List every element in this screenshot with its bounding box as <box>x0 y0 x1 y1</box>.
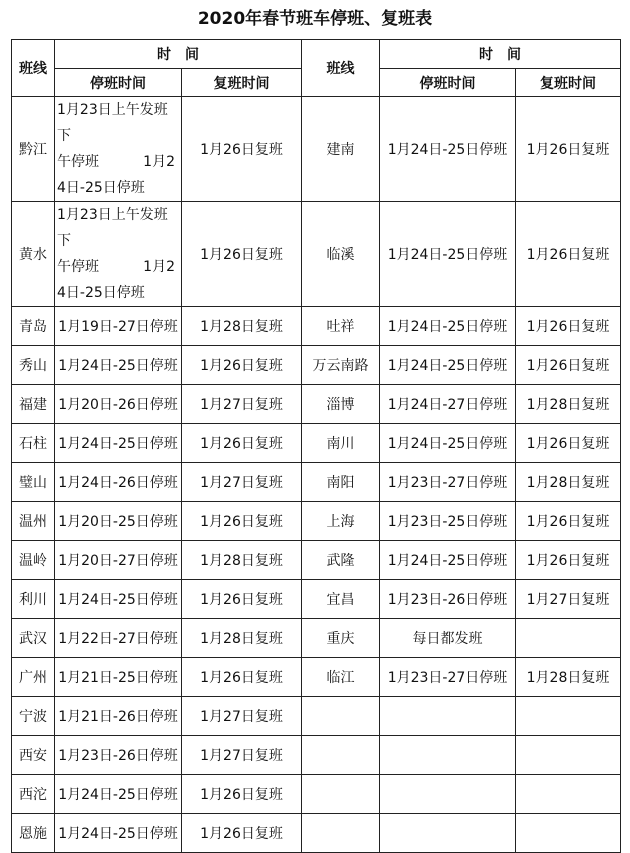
route-cell: 武汉 <box>12 619 55 658</box>
resume-time-cell: 1月26日复班 <box>182 775 302 814</box>
resume-time-cell <box>516 697 621 736</box>
table-row <box>12 658 621 697</box>
stop-line-part: 午停班 <box>57 259 99 275</box>
stop-time-cell: 1月24日-27日停班 <box>380 385 516 424</box>
route-cell: 吐祥 <box>302 307 380 346</box>
route-cell: 温岭 <box>12 541 55 580</box>
route-cell: 青岛 <box>12 307 55 346</box>
stop-line: 4日-25日停班 <box>57 180 145 196</box>
stop-time-cell: 1月24日-25日停班 <box>55 424 182 463</box>
table-row <box>12 307 621 346</box>
route-cell: 西沱 <box>12 775 55 814</box>
stop-header-right: 停班时间 <box>380 69 516 97</box>
stop-time-cell: 1月24日-25日停班 <box>380 346 516 385</box>
table-row <box>12 697 621 736</box>
resume-time-cell: 1月26日复班 <box>182 658 302 697</box>
table-row <box>12 502 621 541</box>
resume-time-cell <box>516 736 621 775</box>
stop-time-cell: 1月24日-26日停班 <box>55 463 182 502</box>
resume-time-cell: 1月28日复班 <box>516 463 621 502</box>
resume-time-cell: 1月26日复班 <box>516 541 621 580</box>
stop-time-cell: 1月20日-25日停班 <box>55 502 182 541</box>
route-cell: 璧山 <box>12 463 55 502</box>
stop-time-cell: 1月23日-26日停班 <box>55 736 182 775</box>
route-cell: 重庆 <box>302 619 380 658</box>
resume-time-cell: 1月26日复班 <box>182 97 302 202</box>
stop-time-cell: 1月24日-25日停班 <box>380 307 516 346</box>
resume-time-cell: 1月26日复班 <box>516 502 621 541</box>
resume-time-cell: 1月26日复班 <box>182 346 302 385</box>
schedule-table <box>11 39 621 853</box>
route-cell: 黄水 <box>12 202 55 307</box>
route-cell: 临溪 <box>302 202 380 307</box>
route-cell: 临江 <box>302 658 380 697</box>
route-cell: 温州 <box>12 502 55 541</box>
table-row <box>12 541 621 580</box>
route-cell <box>302 814 380 853</box>
table-row <box>12 736 621 775</box>
resume-time-cell: 1月28日复班 <box>182 619 302 658</box>
route-cell: 淄博 <box>302 385 380 424</box>
stop-time-cell <box>55 97 182 202</box>
stop-line <box>57 254 181 280</box>
resume-time-cell: 1月26日复班 <box>516 307 621 346</box>
time-header-right: 时 间 <box>380 40 621 69</box>
table-row <box>12 580 621 619</box>
resume-time-cell: 1月27日复班 <box>182 385 302 424</box>
stop-time-cell: 1月24日-25日停班 <box>55 346 182 385</box>
time-header-left: 时 间 <box>55 40 302 69</box>
stop-time-cell: 1月20日-27日停班 <box>55 541 182 580</box>
resume-time-cell: 1月26日复班 <box>516 424 621 463</box>
stop-header-left: 停班时间 <box>55 69 182 97</box>
table-row <box>12 814 621 853</box>
route-cell: 石柱 <box>12 424 55 463</box>
stop-time-cell: 1月24日-25日停班 <box>55 775 182 814</box>
stop-time-cell: 1月20日-26日停班 <box>55 385 182 424</box>
resume-time-cell: 1月26日复班 <box>516 202 621 307</box>
route-cell <box>302 775 380 814</box>
stop-time-cell: 1月24日-25日停班 <box>55 580 182 619</box>
route-cell: 恩施 <box>12 814 55 853</box>
resume-header-left: 复班时间 <box>182 69 302 97</box>
resume-time-cell <box>516 814 621 853</box>
route-cell: 宜昌 <box>302 580 380 619</box>
route-cell: 上海 <box>302 502 380 541</box>
route-cell <box>302 736 380 775</box>
stop-time-cell: 1月24日-25日停班 <box>55 814 182 853</box>
resume-time-cell: 1月26日复班 <box>182 814 302 853</box>
route-cell: 黔江 <box>12 97 55 202</box>
resume-time-cell: 1月28日复班 <box>182 541 302 580</box>
stop-time-cell <box>55 202 182 307</box>
resume-time-cell: 1月26日复班 <box>182 580 302 619</box>
route-cell: 利川 <box>12 580 55 619</box>
resume-time-cell: 1月26日复班 <box>516 346 621 385</box>
stop-line-part: 午停班 <box>57 154 99 170</box>
stop-time-cell: 1月24日-25日停班 <box>380 424 516 463</box>
resume-time-cell: 1月27日复班 <box>182 736 302 775</box>
table-row <box>12 202 621 307</box>
route-cell: 南阳 <box>302 463 380 502</box>
table-row <box>12 619 621 658</box>
stop-time-cell: 1月24日-25日停班 <box>380 97 516 202</box>
resume-time-cell: 1月26日复班 <box>182 202 302 307</box>
route-header-right: 班线 <box>302 40 380 97</box>
stop-time-cell <box>380 775 516 814</box>
table-row <box>12 424 621 463</box>
route-cell: 广州 <box>12 658 55 697</box>
resume-time-cell: 1月26日复班 <box>182 502 302 541</box>
stop-time-cell <box>380 697 516 736</box>
stop-time-cell: 1月23日-27日停班 <box>380 463 516 502</box>
stop-line: 4日-25日停班 <box>57 285 145 301</box>
resume-time-cell: 1月28日复班 <box>182 307 302 346</box>
route-cell: 西安 <box>12 736 55 775</box>
stop-time-cell: 每日都发班 <box>380 619 516 658</box>
stop-line: 1月23日上午发班下 <box>57 102 168 144</box>
route-cell: 建南 <box>302 97 380 202</box>
route-cell: 宁波 <box>12 697 55 736</box>
stop-line: 1月23日上午发班下 <box>57 207 168 249</box>
resume-time-cell: 1月26日复班 <box>516 97 621 202</box>
page-title: 2020年春节班车停班、复班表 <box>197 9 433 29</box>
route-cell: 万云南路 <box>302 346 380 385</box>
table-row <box>12 346 621 385</box>
stop-time-cell: 1月22日-27日停班 <box>55 619 182 658</box>
resume-time-cell: 1月27日复班 <box>516 580 621 619</box>
stop-time-cell: 1月23日-25日停班 <box>380 502 516 541</box>
resume-time-cell <box>516 775 621 814</box>
table-row <box>12 775 621 814</box>
stop-time-cell: 1月24日-25日停班 <box>380 202 516 307</box>
stop-time-cell <box>380 736 516 775</box>
route-cell: 武隆 <box>302 541 380 580</box>
stop-time-cell <box>380 814 516 853</box>
resume-time-cell: 1月27日复班 <box>182 697 302 736</box>
stop-line-part: 1月2 <box>143 259 175 275</box>
route-cell: 南川 <box>302 424 380 463</box>
resume-header-right: 复班时间 <box>516 69 621 97</box>
resume-time-cell: 1月27日复班 <box>182 463 302 502</box>
table-row <box>12 463 621 502</box>
stop-time-cell: 1月23日-27日停班 <box>380 658 516 697</box>
route-header-left: 班线 <box>12 40 55 97</box>
stop-time-cell: 1月24日-25日停班 <box>380 541 516 580</box>
table-row <box>12 97 621 202</box>
header-row <box>12 40 621 69</box>
resume-time-cell <box>516 619 621 658</box>
route-cell <box>302 697 380 736</box>
stop-time-cell: 1月23日-26日停班 <box>380 580 516 619</box>
stop-time-cell: 1月19日-27日停班 <box>55 307 182 346</box>
route-cell: 秀山 <box>12 346 55 385</box>
stop-time-cell: 1月21日-26日停班 <box>55 697 182 736</box>
stop-line-part: 1月2 <box>143 154 175 170</box>
resume-time-cell: 1月28日复班 <box>516 385 621 424</box>
route-cell: 福建 <box>12 385 55 424</box>
stop-line <box>57 149 181 175</box>
resume-time-cell: 1月28日复班 <box>516 658 621 697</box>
table-row <box>12 385 621 424</box>
resume-time-cell: 1月26日复班 <box>182 424 302 463</box>
stop-time-cell: 1月21日-25日停班 <box>55 658 182 697</box>
